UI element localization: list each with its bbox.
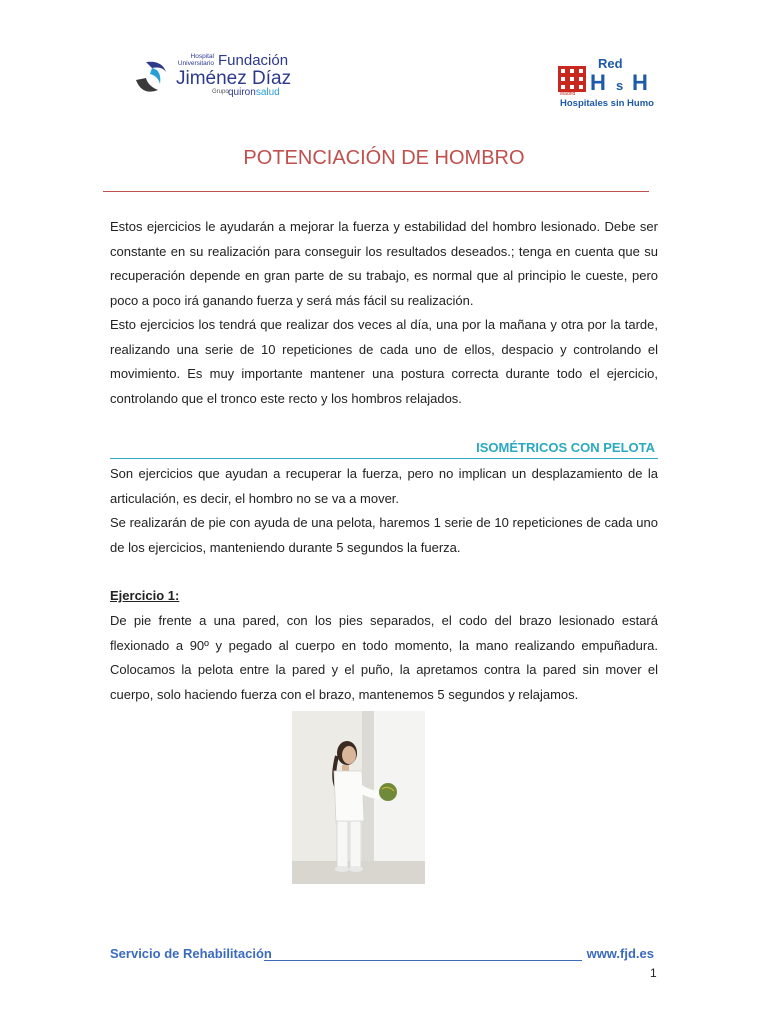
page-number: 1 <box>650 966 657 980</box>
intro-paragraph-2: Esto ejercicios los tendrá que realizar dos veces al día, una por la mañana y otra por la tarde, realizando una serie de 10 repeticiones de cada uno de ellos, despacio y controlando el movimiento. Es muy importante mantener una postura correcta durante todo el ejercicio, controlando que el tronco este recto y los hombros relajados. <box>110 317 658 406</box>
exercise-1-title: Ejercicio 1: <box>110 588 180 603</box>
section-paragraph-1: Son ejercicios que ayudan a recuperar la fuerza, pero no implican un desplazamiento de la articulación, es decir, el hombro no se va a mover. <box>110 466 658 506</box>
hsh-letter-h2: H <box>632 70 648 95</box>
hsh-madrid-label: Madrid <box>560 91 576 97</box>
hsh-letter-s: s <box>616 78 624 93</box>
intro-paragraph-1: Estos ejercicios le ayudarán a mejorar la fuerza y estabilidad del hombro lesionado. Debe ser constante en su realización para conseguir los resultados deseados.; tenga en cuenta que su recuperación depende en gran parte de su trabajo, es normal que al principio le cueste, pero poco a poco irá ganando fuerza y será más fácil su realización. <box>110 219 658 308</box>
footer-website: www.fjd.es <box>586 946 654 961</box>
fjd-group-label: Grupo <box>212 89 229 95</box>
fjd-emblem-icon <box>132 56 172 96</box>
fjd-name-line2: Jiménez Díaz <box>176 68 292 89</box>
section-heading-text: ISOMÉTRICOS CON PELOTA <box>476 440 655 455</box>
hsh-letter-h1: H <box>590 70 606 95</box>
fjd-group-name: quironsalud <box>228 87 280 98</box>
footer-service: Servicio de Rehabilitación <box>110 946 272 961</box>
hsh-subtitle: Hospitales sin Humo <box>560 98 654 109</box>
footer-line <box>264 960 582 961</box>
exercise-1-text: De pie frente a una pared, con los pies separados, el codo del brazo lesionado estará flexionado a 90º y pegado al cuerpo en todo momento, la mano realizando empuñadura. Colocamos la pelota entre la pared y el puño, la apretamos contra la pared sin mover el cuerpo, solo haciendo fuerza con el brazo, mantenemos 5 segundos y relajamos. <box>110 613 658 702</box>
hsh-red-label: Red <box>598 56 623 71</box>
section-heading <box>110 438 658 459</box>
exercise-1-photo <box>292 711 425 884</box>
page-title: POTENCIACIÓN DE HOMBRO <box>243 147 525 169</box>
fundacion-jimenez-diaz-logo <box>132 50 312 102</box>
fjd-small-text: Hospital Universitario <box>177 53 214 67</box>
madrid-flag-icon <box>558 66 586 92</box>
section-paragraph-2: Se realizarán de pie con ayuda de una pelota, haremos 1 serie de 10 repeticiones de cada uno de los ejercicios, manteniendo durante 5 segundos la fuerza. <box>110 515 658 555</box>
hospitales-sin-humo-logo <box>558 56 662 112</box>
fjd-name-line1: Fundación <box>218 52 289 69</box>
title-divider <box>103 191 649 192</box>
